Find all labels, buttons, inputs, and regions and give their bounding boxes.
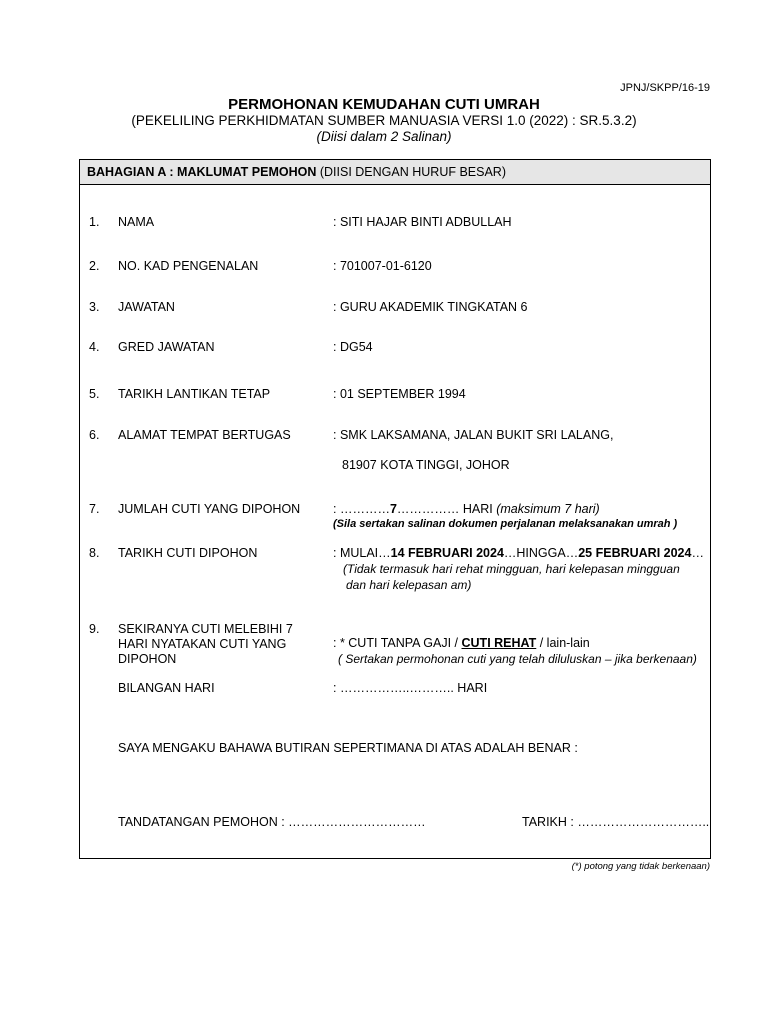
days-count-value: : ……………..……….. HARI [333,681,488,695]
workplace-value-line1: : SMK LAKSAMANA, JALAN BUKIT SRI LALANG, [333,428,614,442]
item-number: 9. [89,622,100,636]
name-label: NAMA [118,215,155,229]
form-title: PERMOHONAN KEMUDAHAN CUTI UMRAH [228,96,540,113]
leave-end-dots: … [691,546,704,560]
extra-leave-type-prefix: : * CUTI TANPA GAJI / [333,636,462,650]
item-number: 8. [89,546,100,560]
item-number: 6. [89,428,100,442]
item-number: 7. [89,502,100,516]
item-number: 4. [89,340,100,354]
item-number: 5. [89,387,100,401]
item-number: 3. [89,300,100,314]
leave-dates-label: TARIKH CUTI DIPOHON [118,546,258,560]
form-reference-code: JPNJ/SKPP/16-19 [620,82,710,94]
leave-dates-separator: …HINGGA… [503,546,579,560]
appointment-date-value: : 01 SEPTEMBER 1994 [333,387,466,401]
leave-days-value [333,502,600,516]
extra-leave-label-line1: SEKIRANYA CUTI MELEBIHI 7 [118,622,293,636]
position-value: : GURU AKADEMIK TINGKATAN 6 [333,300,528,314]
extra-leave-type-suffix: / lain-lain [536,636,590,650]
workplace-value-line2: 81907 KOTA TINGGI, JOHOR [342,458,510,472]
leave-dates-note-line1: (Tidak termasuk hari rehat mingguan, hari kelepasan mingguan [343,562,680,576]
leave-end-date: 25 FEBRUARI 2024 [578,546,692,560]
extra-leave-type-selected: CUTI REHAT [461,636,537,650]
extra-leave-label-line3: DIPOHON [118,652,177,666]
extra-leave-type-value [333,636,590,650]
item-number: 1. [89,215,100,229]
extra-leave-note: ( Sertakan permohonan cuti yang telah diluluskan – jika berkenaan) [338,652,697,666]
copies-note: (Diisi dalam 2 Salinan) [316,129,452,144]
leave-days-max-note: (maksimum 7 hari) [496,502,600,516]
grade-label: GRED JAWATAN [118,340,215,354]
declaration-text: SAYA MENGAKU BAHAWA BUTIRAN SEPERTIMANA DI ATAS ADALAH BENAR : [118,741,578,755]
name-value: : SITI HAJAR BINTI ADBULLAH [333,215,512,229]
item-number: 2. [89,259,100,273]
leave-days-prefix: : ………… [333,502,390,516]
section-a-heading [80,160,710,185]
leave-start-date: 14 FEBRUARI 2024 [390,546,504,560]
ic-number-value: : 701007-01-6120 [333,259,432,273]
form-subtitle: (PEKELILING PERKHIDMATAN SUMBER MANUASIA VERSI 1.0 (2022) : SR.5.3.2) [131,113,637,128]
leave-dates-value [333,546,704,560]
section-a-heading-rest: (DIISI DENGAN HURUF BESAR) [316,165,506,179]
leave-days-count: 7 [389,502,397,516]
section-a-heading-bold: BAHAGIAN A : MAKLUMAT PEMOHON [87,165,317,179]
leave-days-dots: …………… HARI [396,502,497,516]
leave-days-label: JUMLAH CUTI YANG DIPOHON [118,502,301,516]
ic-number-label: NO. KAD PENGENALAN [118,259,259,273]
footnote: (*) potong yang tidak berkenaan) [571,861,710,872]
leave-start-prefix: : MULAI… [333,546,391,560]
applicant-signature-field: TANDATANGAN PEMOHON : …………………………… [118,815,426,829]
signature-date-field: TARIKH : ………………………….. [522,815,710,829]
days-count-label: BILANGAN HARI [118,681,215,695]
grade-value: : DG54 [333,340,373,354]
position-label: JAWATAN [118,300,175,314]
workplace-label: ALAMAT TEMPAT BERTUGAS [118,428,291,442]
appointment-date-label: TARIKH LANTIKAN TETAP [118,387,271,401]
extra-leave-label-line2: HARI NYATAKAN CUTI YANG [118,637,287,651]
leave-days-document-note: (Sila sertakan salinan dokumen perjalanan melaksanakan umrah ) [333,518,678,530]
leave-dates-note-line2: dan hari kelepasan am) [346,578,472,592]
